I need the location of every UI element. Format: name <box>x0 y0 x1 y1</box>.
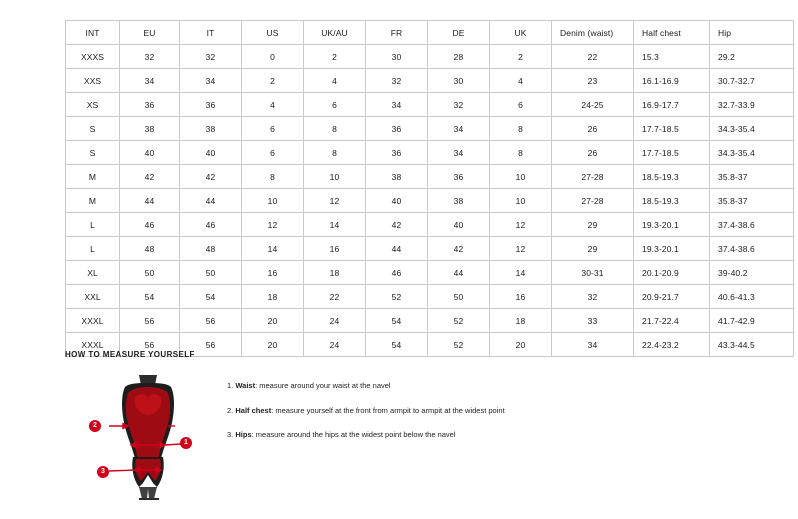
cell-int: XS <box>66 93 120 117</box>
cell-it: 42 <box>180 165 242 189</box>
cell-uk: 16 <box>490 285 552 309</box>
cell-half-chest: 19.3-20.1 <box>634 213 710 237</box>
cell-eu: 44 <box>120 189 180 213</box>
note-number: 3. <box>227 430 234 439</box>
cell-half-chest: 16.9-17.7 <box>634 93 710 117</box>
cell-it: 48 <box>180 237 242 261</box>
cell-it: 36 <box>180 93 242 117</box>
cell-int: M <box>66 165 120 189</box>
cell-half-chest: 19.3-20.1 <box>634 237 710 261</box>
cell-it: 56 <box>180 333 242 357</box>
cell-hip: 34.3-35.4 <box>710 117 794 141</box>
table-row <box>66 213 794 237</box>
cell-de: 32 <box>428 93 490 117</box>
cell-hip: 35.8-37 <box>710 165 794 189</box>
cell-fr: 42 <box>366 213 428 237</box>
table-row <box>66 69 794 93</box>
cell-denim: 29 <box>552 213 634 237</box>
cell-int: XXXL <box>66 333 120 357</box>
note-text: : measure yourself at the front from armpit to armpit at the widest point <box>271 405 505 415</box>
cell-de: 50 <box>428 285 490 309</box>
cell-denim: 27-28 <box>552 165 634 189</box>
cell-us: 20 <box>242 309 304 333</box>
cell-eu: 38 <box>120 117 180 141</box>
table-row <box>66 261 794 285</box>
cell-it: 38 <box>180 117 242 141</box>
note-number: 2. <box>227 405 234 415</box>
cell-uk: 2 <box>490 45 552 69</box>
column-header: FR <box>366 21 428 45</box>
cell-de: 30 <box>428 69 490 93</box>
cell-fr: 36 <box>366 117 428 141</box>
cell-hip: 30.7-32.7 <box>710 69 794 93</box>
cell-eu: 54 <box>120 285 180 309</box>
measure-note-waist <box>227 381 505 392</box>
cell-eu: 56 <box>120 309 180 333</box>
cell-hip: 32.7-33.9 <box>710 93 794 117</box>
measure-badge-1: 1 <box>180 437 192 449</box>
note-term: Hips <box>235 430 252 439</box>
cell-denim: 26 <box>552 141 634 165</box>
cell-ukau: 4 <box>304 69 366 93</box>
mannequin-figure <box>95 371 205 501</box>
cell-half-chest: 18.5-19.3 <box>634 189 710 213</box>
column-header: INT <box>66 21 120 45</box>
cell-int: XXS <box>66 69 120 93</box>
table-body <box>66 45 794 357</box>
column-header: IT <box>180 21 242 45</box>
cell-de: 28 <box>428 45 490 69</box>
cell-us: 4 <box>242 93 304 117</box>
table-row <box>66 309 794 333</box>
cell-uk: 18 <box>490 309 552 333</box>
cell-ukau: 6 <box>304 93 366 117</box>
column-header: UK/AU <box>304 21 366 45</box>
size-table <box>65 20 794 357</box>
cell-int: S <box>66 141 120 165</box>
table-header-row <box>66 21 794 45</box>
cell-eu: 42 <box>120 165 180 189</box>
note-term: Waist <box>235 381 256 390</box>
cell-us: 10 <box>242 189 304 213</box>
table-row <box>66 237 794 261</box>
cell-us: 14 <box>242 237 304 261</box>
cell-ukau: 14 <box>304 213 366 237</box>
cell-fr: 52 <box>366 285 428 309</box>
cell-ukau: 2 <box>304 45 366 69</box>
cell-hip: 41.7-42.9 <box>710 309 794 333</box>
cell-uk: 10 <box>490 165 552 189</box>
cell-us: 6 <box>242 141 304 165</box>
cell-int: XL <box>66 261 120 285</box>
cell-eu: 48 <box>120 237 180 261</box>
cell-eu: 46 <box>120 213 180 237</box>
cell-eu: 32 <box>120 45 180 69</box>
cell-fr: 54 <box>366 309 428 333</box>
note-term: Half chest <box>235 405 272 415</box>
cell-us: 6 <box>242 117 304 141</box>
cell-it: 46 <box>180 213 242 237</box>
cell-fr: 46 <box>366 261 428 285</box>
column-header: DE <box>428 21 490 45</box>
cell-ukau: 24 <box>304 309 366 333</box>
cell-us: 18 <box>242 285 304 309</box>
column-header: Denim (waist) <box>552 21 634 45</box>
table-row <box>66 93 794 117</box>
cell-uk: 12 <box>490 237 552 261</box>
cell-fr: 40 <box>366 189 428 213</box>
cell-fr: 30 <box>366 45 428 69</box>
cell-hip: 34.3-35.4 <box>710 141 794 165</box>
how-to-measure-title: HOW TO MEASURE YOURSELF <box>65 350 195 359</box>
mannequin-illustration <box>95 371 205 501</box>
cell-it: 50 <box>180 261 242 285</box>
cell-ukau: 18 <box>304 261 366 285</box>
cell-us: 20 <box>242 333 304 357</box>
cell-us: 8 <box>242 165 304 189</box>
cell-ukau: 24 <box>304 333 366 357</box>
cell-de: 40 <box>428 213 490 237</box>
measure-notes <box>227 371 505 455</box>
cell-hip: 43.3-44.5 <box>710 333 794 357</box>
cell-ukau: 12 <box>304 189 366 213</box>
cell-us: 2 <box>242 69 304 93</box>
cell-ukau: 10 <box>304 165 366 189</box>
table-row <box>66 285 794 309</box>
cell-hip: 37.4-38.6 <box>710 213 794 237</box>
cell-denim: 23 <box>552 69 634 93</box>
cell-uk: 8 <box>490 141 552 165</box>
cell-it: 34 <box>180 69 242 93</box>
cell-it: 56 <box>180 309 242 333</box>
cell-uk: 6 <box>490 93 552 117</box>
measure-badge-3: 3 <box>97 466 109 478</box>
cell-it: 54 <box>180 285 242 309</box>
cell-fr: 36 <box>366 141 428 165</box>
cell-it: 44 <box>180 189 242 213</box>
cell-de: 52 <box>428 309 490 333</box>
cell-hip: 29.2 <box>710 45 794 69</box>
cell-int: L <box>66 213 120 237</box>
column-header: US <box>242 21 304 45</box>
cell-uk: 4 <box>490 69 552 93</box>
note-number: 1. <box>227 381 234 390</box>
cell-hip: 40.6-41.3 <box>710 285 794 309</box>
cell-hip: 37.4-38.6 <box>710 237 794 261</box>
cell-denim: 22 <box>552 45 634 69</box>
cell-de: 34 <box>428 141 490 165</box>
cell-eu: 50 <box>120 261 180 285</box>
measure-note-hips <box>227 430 505 441</box>
cell-us: 12 <box>242 213 304 237</box>
cell-fr: 38 <box>366 165 428 189</box>
cell-uk: 12 <box>490 213 552 237</box>
cell-de: 34 <box>428 117 490 141</box>
cell-uk: 14 <box>490 261 552 285</box>
cell-hip: 39-40.2 <box>710 261 794 285</box>
cell-fr: 44 <box>366 237 428 261</box>
cell-ukau: 8 <box>304 117 366 141</box>
cell-de: 42 <box>428 237 490 261</box>
table-row <box>66 117 794 141</box>
cell-de: 38 <box>428 189 490 213</box>
cell-de: 36 <box>428 165 490 189</box>
cell-denim: 33 <box>552 309 634 333</box>
cell-denim: 29 <box>552 237 634 261</box>
size-table-container <box>65 20 755 357</box>
cell-fr: 34 <box>366 93 428 117</box>
column-header: UK <box>490 21 552 45</box>
cell-denim: 30-31 <box>552 261 634 285</box>
table-row <box>66 189 794 213</box>
cell-ukau: 22 <box>304 285 366 309</box>
how-to-measure-body <box>65 371 765 501</box>
cell-hip: 35.8-37 <box>710 189 794 213</box>
cell-uk: 8 <box>490 117 552 141</box>
cell-half-chest: 22.4-23.2 <box>634 333 710 357</box>
cell-eu: 34 <box>120 69 180 93</box>
cell-int: XXXL <box>66 309 120 333</box>
cell-half-chest: 21.7-22.4 <box>634 309 710 333</box>
cell-denim: 34 <box>552 333 634 357</box>
cell-ukau: 16 <box>304 237 366 261</box>
cell-fr: 32 <box>366 69 428 93</box>
measure-note-half-chest <box>227 406 505 417</box>
cell-de: 44 <box>428 261 490 285</box>
cell-int: S <box>66 117 120 141</box>
cell-int: XXL <box>66 285 120 309</box>
cell-denim: 24-25 <box>552 93 634 117</box>
cell-uk: 20 <box>490 333 552 357</box>
cell-half-chest: 20.1-20.9 <box>634 261 710 285</box>
cell-half-chest: 16.1-16.9 <box>634 69 710 93</box>
table-row <box>66 45 794 69</box>
table-row <box>66 165 794 189</box>
cell-eu: 40 <box>120 141 180 165</box>
cell-int: L <box>66 237 120 261</box>
cell-us: 0 <box>242 45 304 69</box>
cell-half-chest: 15.3 <box>634 45 710 69</box>
note-text: : measure around your waist at the navel <box>255 381 391 390</box>
cell-half-chest: 18.5-19.3 <box>634 165 710 189</box>
cell-it: 40 <box>180 141 242 165</box>
column-header: Half chest <box>634 21 710 45</box>
cell-fr: 54 <box>366 333 428 357</box>
cell-denim: 32 <box>552 285 634 309</box>
cell-eu: 36 <box>120 93 180 117</box>
cell-uk: 10 <box>490 189 552 213</box>
cell-int: M <box>66 189 120 213</box>
cell-de: 52 <box>428 333 490 357</box>
measure-badge-2: 2 <box>89 420 101 432</box>
cell-it: 32 <box>180 45 242 69</box>
cell-half-chest: 17.7-18.5 <box>634 117 710 141</box>
note-text: : measure around the hips at the widest point below the navel <box>251 430 456 439</box>
cell-denim: 27-28 <box>552 189 634 213</box>
cell-us: 16 <box>242 261 304 285</box>
cell-half-chest: 17.7-18.5 <box>634 141 710 165</box>
cell-denim: 26 <box>552 117 634 141</box>
cell-int: XXXS <box>66 45 120 69</box>
cell-eu: 56 <box>120 333 180 357</box>
column-header: EU <box>120 21 180 45</box>
cell-half-chest: 20.9-21.7 <box>634 285 710 309</box>
cell-ukau: 8 <box>304 141 366 165</box>
column-header: Hip <box>710 21 794 45</box>
how-to-measure-section <box>65 350 765 501</box>
table-row <box>66 141 794 165</box>
